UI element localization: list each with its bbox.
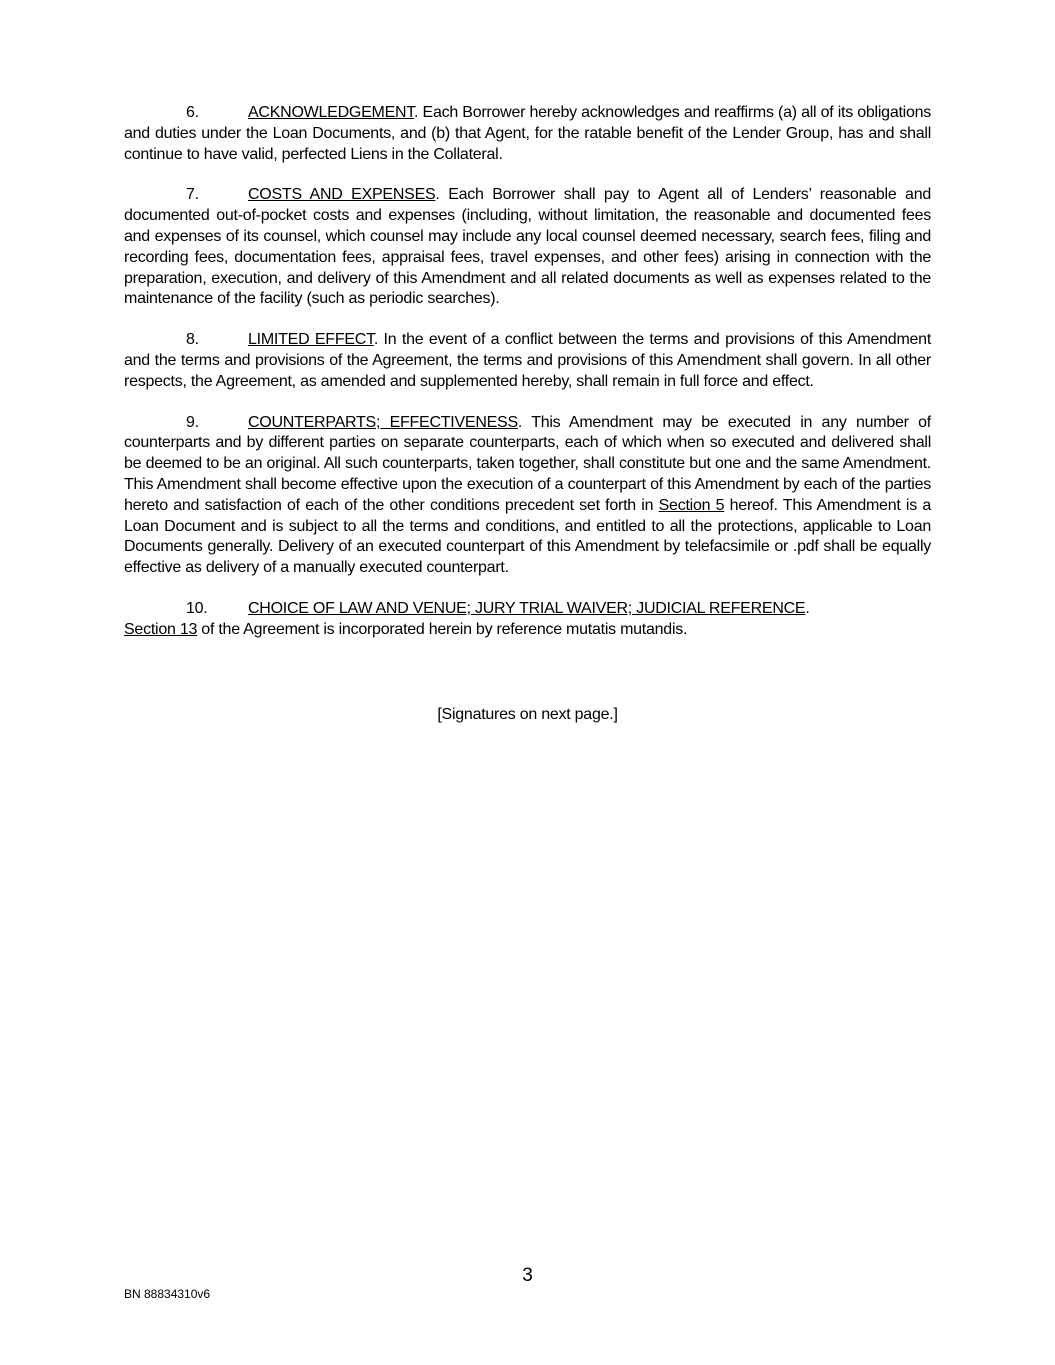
section-heading: ACKNOWLEDGEMENT <box>248 104 415 121</box>
section-text: Each Borrower hereby acknowledges and reaffirms (a) all of its obligations and duties under the Loan Documents, and (b) that Agent, for the ratable benefit of the Lender Group, has and shall continue to have valid, perfected Liens in the Collateral. <box>124 104 932 163</box>
section-reference: Section 5 <box>658 496 725 514</box>
section-heading: CHOICE OF LAW AND VENUE; JURY TRIAL WAIVER; JUDICIAL REFERENCE <box>248 599 806 617</box>
section-text: Each Borrower shall pay to Agent all of Lenders’ reasonable and documented out-of-pocket costs and expenses (including, without limitation, the reasonable and documented fees and expenses of its counsel, which counsel may include any local counsel deemed necessary, search fees, filing and recording fees, documentation fees, appraisal fees, travel expenses, and other fees) arising in connection with the preparation, execution, and delivery of this Amendment and all related documents as well as expenses related to the maintenance of the facility (such as periodic searches). <box>124 186 931 308</box>
section-heading: COUNTERPARTS; EFFECTIVENESS <box>248 413 518 431</box>
heading-punctuation: . <box>805 599 810 617</box>
signatures-note: [Signatures on next page.] <box>437 706 618 723</box>
section-number: 6. <box>186 104 199 121</box>
section-heading: COSTS AND EXPENSES <box>248 186 436 204</box>
section-text: In the event of a conflict between the terms and provisions of this Amendment and the terms and provisions of the Agreement, the terms and provisions of this Amendment shall govern. In all other respects, the Agreement, as amended and supplemented hereby, shall remain in full force and effect. <box>124 331 932 390</box>
section-number: 10. <box>186 599 208 617</box>
document-body <box>124 103 931 661</box>
section-number: 8. <box>186 331 199 349</box>
section-number: 9. <box>186 413 199 431</box>
heading-punctuation: . <box>435 186 449 204</box>
heading-punctuation: . <box>414 104 423 121</box>
section-text: This Amendment may be executed in any number of counterparts and by different parties on separate counterparts, each of which when so executed and delivered shall be deemed to be an original. All such counterparts, taken together, shall constitute but one and the same Amendment. This Amendment shall become effective upon the execution of a counterpart of this Amendment by each of the parties hereto and satisfaction of each of the other conditions precedent set forth in <box>124 413 931 514</box>
section-text: of the Agreement is incorporated herein by reference mutatis mutandis. <box>197 620 688 638</box>
section-10-choice-of-law <box>124 599 931 641</box>
section-heading: LIMITED EFFECT <box>248 331 374 349</box>
section-7-costs-and-expenses <box>124 185 931 310</box>
heading-punctuation: . <box>517 413 532 431</box>
section-8-limited-effect <box>124 330 931 392</box>
page-number: 3 <box>522 1265 533 1286</box>
section-number: 7. <box>186 186 199 204</box>
section-text-continued: hereof. This Amendment is a Loan Document and is subject to all the terms and conditions, and entitled to all the protections, applicable to Loan Documents generally. Delivery of an executed counterpart of this Amendment by telefacsimile or .pdf shall be equally effective as delivery of a manually executed counterpart. <box>124 496 932 577</box>
section-9-counterparts-effectiveness <box>124 413 931 579</box>
document-id: BN 88834310v6 <box>124 1287 211 1301</box>
section-6-acknowledgement <box>124 103 931 165</box>
section-reference: Section 13 <box>124 620 198 638</box>
heading-punctuation: . <box>373 331 384 349</box>
